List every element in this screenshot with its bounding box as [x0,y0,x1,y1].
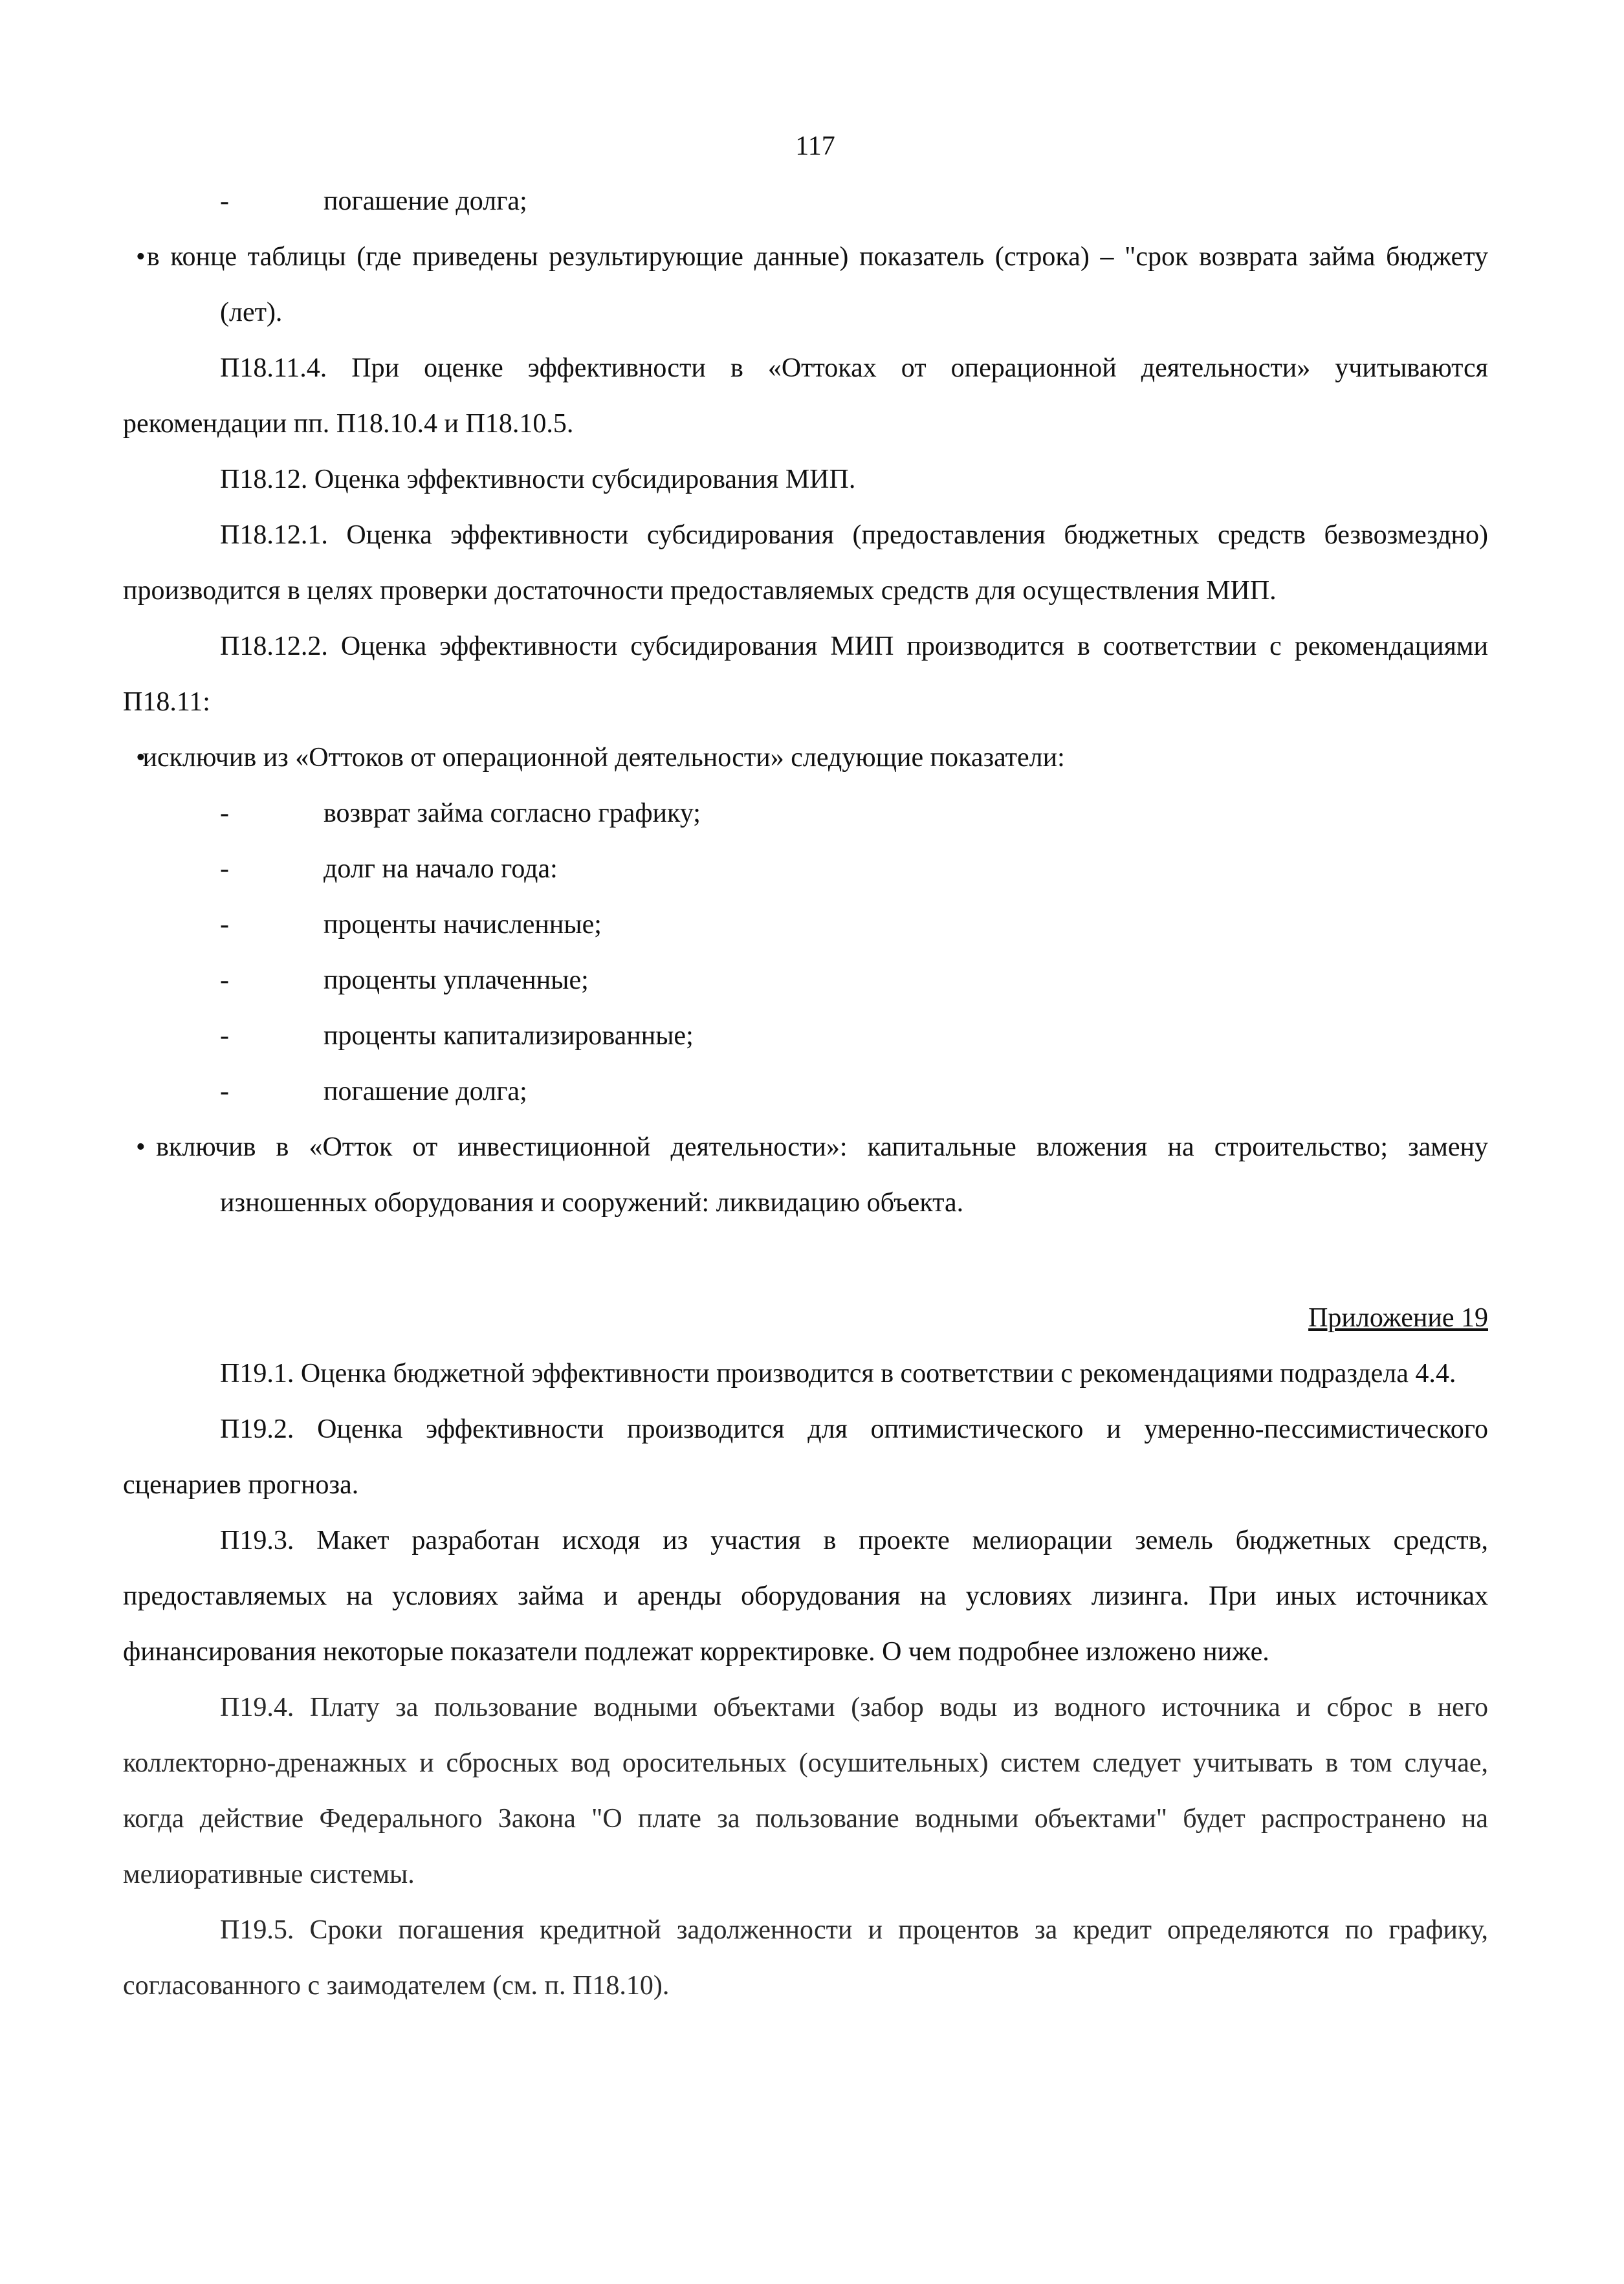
bullet-item-text: в конце таблицы (где приведены результирующие данные) показатель (строка) – "срок возврата займа бюджету (лет). [146,242,1488,327]
bullet-exclude-text: исключив из «Оттоков от операционной деятельности» следующие показатели: [142,743,1065,773]
paragraph-p19-1: П19.1. Оценка бюджетной эффективности производится в соответствии с рекомендациями подраздела 4.4. [220,1359,1456,1389]
exclude-list-item [123,1064,1488,1119]
exclude-item-text: долг на начало года: [324,854,558,884]
paragraph-p18-12-2: П18.12.2. Оценка эффективности субсидирования МИП производится в соответствии с рекомендациями П18.11: [123,631,1488,717]
appendix-heading: Приложение 19 [1308,1303,1488,1333]
dash-marker: - [220,798,229,828]
exclude-list-item [123,952,1488,1008]
paragraph-p19-3: П19.3. Макет разработан исходя из участия в проекте мелиорации земель бюджетных средств, предоставляемых на условиях займа и аренды оборудования на условиях лизинга. При иных источниках финансирования некоторые показатели подлежат корректировке. О чем подробнее изложено ниже. [123,1526,1488,1667]
page-number: 117 [795,131,835,161]
bullet-list-item-exclude: • исключив из «Оттоков от операционной деятельности» следующие показатели: [136,743,1065,773]
dash-marker: - [220,910,229,939]
exclude-list-item [123,841,1488,897]
exclude-item-text: возврат займа согласно графику; [324,798,701,828]
dash-marker: - [220,186,229,216]
paragraph-p18-12: П18.12. Оценка эффективности субсидирования МИП. [220,465,856,494]
paragraph-p19-4: П19.4. Плату за пользование водными объектами (забор воды из водного источника и сброс в него коллекторно-дренажных и сбросных вод оросительных (осушительных) систем следует учитывать в том случае, когда действие Федерального Закона "О плате за пользование водными объектами" будет распространено на мелиоративные системы. [123,1693,1488,1889]
dash-marker: - [220,854,229,884]
paragraph-p18-12-1: П18.12.1. Оценка эффективности субсидирования (предоставления бюджетных средств безвозмездно) производится в целях проверки достаточности предоставляемых средств для осуществления МИП. [123,520,1488,606]
document-body [123,173,1488,2014]
exclude-list-item [123,1008,1488,1064]
dash-marker: - [220,965,229,995]
dash-list-item [123,173,1488,229]
bullet-list-item-include: • включив в «Отток от инвестиционной деятельности»: капитальные вложения на строительство; замену изношенных оборудования и сооружений: ликвидацию объекта. [136,1132,1488,1218]
bullet-list-item: • в конце таблицы (где приведены результирующие данные) показатель (строка) – "срок возврата займа бюджету (лет). [136,242,1488,327]
exclude-item-text: проценты капитализированные; [324,1021,694,1051]
paragraph-p18-11-4: П18.11.4. При оценке эффективности в «Оттоках от операционной деятельности» учитываются рекомендации пп. П18.10.4 и П18.10.5. [123,353,1488,439]
dash-marker: - [220,1021,229,1051]
dash-marker: - [220,1077,229,1106]
dash-item-text: погашение долга; [324,186,527,216]
exclude-item-text: погашение долга; [324,1077,527,1106]
paragraph-p19-2: П19.2. Оценка эффективности производится для оптимистического и умеренно-пессимистического сценариев прогноза. [123,1414,1488,1500]
exclude-item-text: проценты начисленные; [324,910,602,939]
exclude-list-item [123,785,1488,841]
exclude-item-text: проценты уплаченные; [324,965,589,995]
exclude-list-item [123,897,1488,952]
bullet-include-text: включив в «Отток от инвестиционной деятельности»: капитальные вложения на строительство; замену изношенных оборудования и сооружений: ликвидацию объекта. [156,1132,1488,1218]
paragraph-p19-5: П19.5. Сроки погашения кредитной задолженности и процентов за кредит определяются по графику, согласованного с заимодателем (см. п. П18.10). [123,1915,1488,2001]
